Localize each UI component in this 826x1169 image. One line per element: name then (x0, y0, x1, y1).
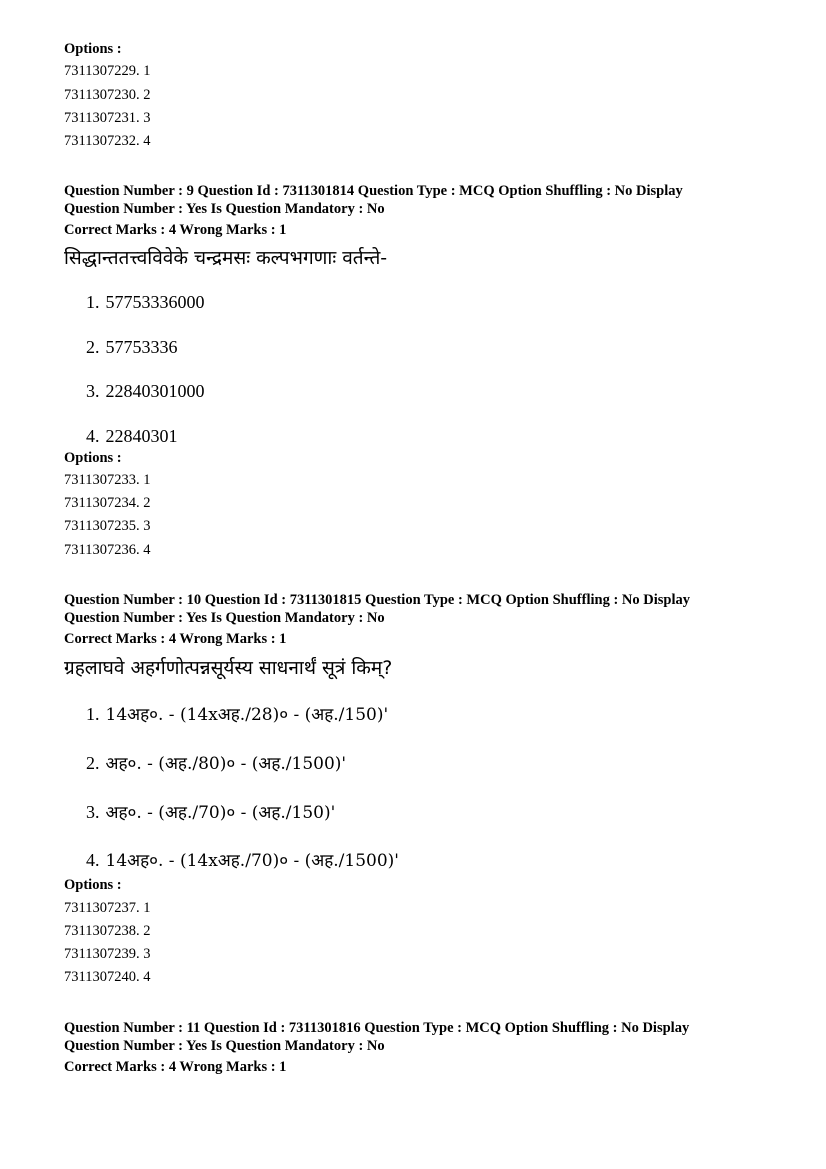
question-9-marks: Correct Marks : 4 Wrong Marks : 1 (64, 222, 287, 238)
question-11-header-line2: Question Number : Yes Is Question Mandatory : No (64, 1038, 385, 1054)
answer-number: 3. (86, 802, 100, 822)
option-id-line: 7311307238. 2 (64, 923, 151, 939)
option-id-line: 7311307231. 3 (64, 110, 151, 126)
question-9-answer-3 (86, 379, 205, 403)
answer-number: 4. (86, 426, 100, 446)
option-id-line: 7311307236. 4 (64, 542, 151, 558)
question-9-answer-2 (86, 335, 178, 359)
question-11-marks: Correct Marks : 4 Wrong Marks : 1 (64, 1059, 287, 1075)
answer-text: 14अह०. - (14xअह./28)० - (अह./150)' (105, 705, 389, 725)
answer-number: 1. (86, 292, 100, 312)
answer-text: 57753336000 (105, 292, 205, 312)
option-id-line: 7311307239. 3 (64, 946, 151, 962)
question-10-answer-1 (86, 702, 388, 727)
answer-text: 57753336 (105, 337, 178, 357)
answer-number: 3. (86, 381, 100, 401)
question-9-answer-4 (86, 424, 178, 448)
question-10-header-line1: Question Number : 10 Question Id : 7311301815 Question Type : MCQ Option Shuffling : No Display (64, 592, 690, 608)
answer-number: 2. (86, 337, 100, 357)
option-id-line: 7311307230. 2 (64, 87, 151, 103)
option-id-line: 7311307237. 1 (64, 900, 151, 916)
answer-text: 14अह०. - (14xअह./70)० - (अह./1500)' (105, 851, 399, 871)
question-10-answer-3 (86, 800, 335, 825)
options-label: Options : (64, 41, 122, 57)
question-10-answer-4 (86, 848, 399, 873)
question-10-marks: Correct Marks : 4 Wrong Marks : 1 (64, 631, 287, 647)
question-9-header-line2: Question Number : Yes Is Question Mandatory : No (64, 201, 385, 217)
question-9-text: सिद्धान्ततत्त्वविवेके चन्द्रमसः कल्पभगणाः वर्तन्ते- (64, 247, 388, 269)
answer-text: 22840301 (105, 426, 178, 446)
option-id-line: 7311307229. 1 (64, 63, 151, 79)
question-10-answer-2 (86, 751, 346, 776)
question-10-header-line2: Question Number : Yes Is Question Mandatory : No (64, 610, 385, 626)
answer-number: 2. (86, 753, 100, 773)
question-11-header-line1: Question Number : 11 Question Id : 7311301816 Question Type : MCQ Option Shuffling : No Display (64, 1020, 690, 1036)
question-10-options-label: Options : (64, 877, 122, 893)
question-9-header-line1: Question Number : 9 Question Id : 7311301814 Question Type : MCQ Option Shuffling : No Display (64, 183, 683, 199)
option-id-line: 7311307235. 3 (64, 518, 151, 534)
option-id-line: 7311307233. 1 (64, 472, 151, 488)
question-9-answer-1 (86, 290, 205, 314)
answer-text: 22840301000 (105, 381, 205, 401)
answer-number: 1. (86, 704, 100, 724)
question-10-text: ग्रहलाघवे अहर्गणोत्पन्नसूर्यस्य साधनार्थं सूत्रं किम्? (64, 657, 393, 679)
option-id-line: 7311307234. 2 (64, 495, 151, 511)
answer-text: अह०. - (अह./70)० - (अह./150)' (105, 803, 336, 823)
answer-text: अह०. - (अह./80)० - (अह./1500)' (105, 754, 347, 774)
question-9-options-label: Options : (64, 450, 122, 466)
option-id-line: 7311307232. 4 (64, 133, 151, 149)
option-id-line: 7311307240. 4 (64, 969, 151, 985)
answer-number: 4. (86, 850, 100, 870)
